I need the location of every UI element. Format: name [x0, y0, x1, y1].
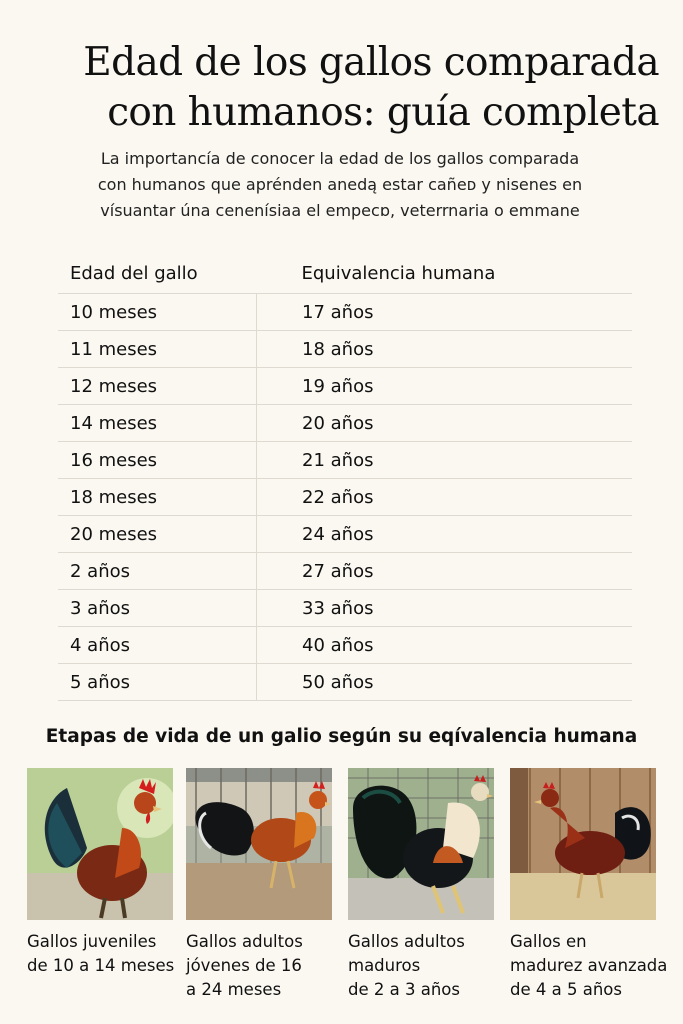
stage-caption-juvenile: Gallos juveniles de 10 a 14 meses: [27, 932, 175, 975]
header-rooster-age: Edad del gallo: [58, 253, 257, 294]
rooster-age-cell: 4 años: [58, 627, 257, 664]
human-age-cell: 27 años: [257, 553, 633, 590]
life-stages-gallery: [0, 768, 683, 1008]
table-header-row: [58, 253, 632, 294]
title-line-1: Edad de los gallos comparada: [83, 40, 659, 85]
rooster-age-cell: 18 meses: [58, 479, 257, 516]
rooster-age-cell: 3 años: [58, 590, 257, 627]
rooster-juvenile-icon: [27, 768, 173, 920]
rooster-advanced-maturity-photo: [510, 768, 656, 920]
table-row: [58, 294, 632, 331]
title-line-2: con humanos: guía completa: [107, 90, 659, 135]
table-row: [58, 664, 632, 701]
rooster-age-cell: 16 meses: [58, 442, 257, 479]
rooster-advanced-maturity-icon: [510, 768, 656, 920]
human-age-cell: 24 años: [257, 516, 633, 553]
stage-caption-mature-adult: Gallos adultos maduros de 2 a 3 años: [348, 932, 465, 999]
table-row: [58, 590, 632, 627]
age-equivalence-table: [58, 253, 632, 701]
human-age-cell: 17 años: [257, 294, 633, 331]
rooster-mature-adult-photo: [348, 768, 496, 920]
human-age-cell: 20 años: [257, 405, 633, 442]
life-stages-heading: Etapas de vida de un galio según su eqívalencia humana: [45, 726, 638, 747]
rooster-young-adult-icon: [186, 768, 332, 920]
human-age-cell: 19 años: [257, 368, 633, 405]
table-row: [58, 405, 632, 442]
rooster-age-cell: 12 meses: [58, 368, 257, 405]
table-row: [58, 516, 632, 553]
header-human-equivalence: Equivalencia humana: [257, 253, 633, 294]
rooster-mature-adult-icon: [348, 768, 494, 920]
human-age-cell: 33 años: [257, 590, 633, 627]
table-row: [58, 553, 632, 590]
human-age-cell: 21 años: [257, 442, 633, 479]
rooster-young-adult-photo: [186, 768, 334, 920]
table-row: [58, 479, 632, 516]
rooster-age-cell: 11 meses: [58, 331, 257, 368]
table-row: [58, 627, 632, 664]
intro-line-1: La importancía de conocer la edad de los gallos comparada: [100, 149, 580, 168]
intro-line-2: con humanos que aprénden anedą estar cañeᴅ y nisenes en: [97, 175, 583, 194]
intro-line-3: vísuantar úna cenenísiaa el empecɒ, veterrnaria o emmane: [100, 201, 580, 220]
human-age-cell: 18 años: [257, 331, 633, 368]
rooster-juvenile-photo: [27, 768, 173, 920]
rooster-age-cell: 20 meses: [58, 516, 257, 553]
human-age-cell: 50 años: [257, 664, 633, 701]
rooster-age-cell: 5 años: [58, 664, 257, 701]
rooster-age-cell: 10 meses: [58, 294, 257, 331]
table-row: [58, 442, 632, 479]
stage-caption-advanced-maturity: Gallos en madurez avanzada de 4 a 5 años: [510, 932, 668, 999]
human-age-cell: 40 años: [257, 627, 633, 664]
human-age-cell: 22 años: [257, 479, 633, 516]
page-title: [20, 38, 659, 138]
table-row: [58, 368, 632, 405]
intro-paragraph: [60, 146, 620, 224]
stage-caption-young-adult: Gallos adultos jóvenes de 16 a 24 meses: [186, 932, 303, 999]
rooster-age-cell: 14 meses: [58, 405, 257, 442]
table-row: [58, 331, 632, 368]
rooster-age-cell: 2 años: [58, 553, 257, 590]
